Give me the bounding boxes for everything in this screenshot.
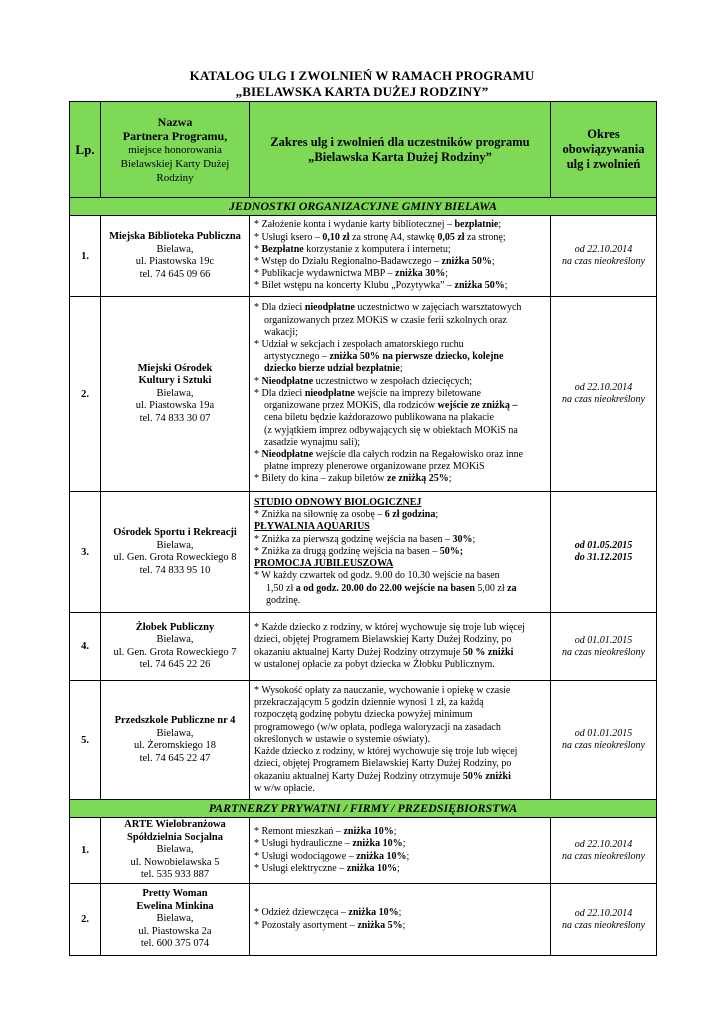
desc-line: * Dla dzieci nieodpłatne uczestnictwo w zajęciach warsztatowych	[254, 302, 522, 314]
desc-line: okazaniu aktualnej Karty Dużej Rodziny otrzymuje 50% zniżki	[254, 770, 511, 782]
partner-cell	[101, 884, 250, 956]
desc-line: * Bilet wstępu na koncerty Klubu „Pozytywka” – zniżka 50%;	[254, 280, 508, 292]
discount-description	[250, 818, 551, 884]
row-number: 3.	[70, 492, 101, 613]
desc-line: w ustalonej opłacie za pobyt dziecka w Żłobku Publicznym.	[254, 658, 495, 670]
row-number: 2.	[70, 297, 101, 492]
row-number: 4.	[70, 613, 101, 681]
desc-line: * Usługi elektryczne – zniżka 10%;	[254, 862, 400, 874]
desc-line: przekraczającym 5 godzin dziennie wynosi 1 zł, za każdą	[254, 697, 484, 709]
period-to: na czas nieokreślony	[562, 256, 645, 267]
period-from: od 22.10.2014	[574, 244, 633, 255]
partner-phone: tel. 74 833 30 07	[139, 412, 211, 424]
partner-street: ul. Gen. Grota Roweckiego 7	[113, 646, 237, 658]
partner-cell	[101, 681, 250, 800]
row-number: 2.	[70, 884, 101, 956]
partner-street: ul. Żeromskiego 18	[134, 740, 216, 751]
desc-line: * Udział w sekcjach i zespołach amatorskiego ruchu	[254, 339, 464, 351]
partner-cell	[101, 613, 250, 681]
partner-phone: tel. 74 833 95 10	[139, 564, 211, 576]
partner-phone: tel. 74 645 22 26	[139, 659, 211, 670]
header-period-l2: obowiązywania	[562, 142, 645, 156]
row-number: 1.	[70, 216, 101, 297]
desc-line: dziecko bierze udział bezpłatnie;	[264, 363, 403, 375]
table-row	[70, 216, 657, 297]
partner-phone: tel. 535 933 887	[140, 869, 210, 881]
partner-name-l1: ARTE Wielobranżowa	[124, 819, 226, 831]
partner-name-l1: Pretty Woman	[142, 888, 208, 900]
desc-line: rozpoczętą godzinę pobytu dziecka powyżej minimum	[254, 709, 473, 721]
desc-line: * Zniżka za drugą godzinę wejścia na basen – 50%;	[254, 545, 464, 557]
partner-name: Miejska Biblioteka Publiczna	[109, 231, 241, 242]
partner-cell	[101, 492, 250, 613]
desc-line: programowego (w/w opłata, podlega waloryzacji na zasadach	[254, 721, 501, 733]
header-period	[551, 102, 657, 198]
partner-street: ul. Piastowska 19a	[135, 400, 215, 412]
table-row	[70, 613, 657, 681]
period-from: od 01.01.2015	[574, 634, 633, 646]
validity-period	[551, 818, 657, 884]
discount-description	[250, 297, 551, 492]
validity-period	[551, 884, 657, 956]
period-from: od 22.10.2014	[574, 838, 633, 850]
desc-line: (z wyjątkiem imprez odbywających się w obiektach MOKiS na	[264, 424, 518, 436]
desc-line: * Zniżka za pierwszą godzinę wejścia na basen – 30%;	[254, 533, 476, 545]
partner-cell	[101, 818, 250, 884]
row-number: 1.	[70, 818, 101, 884]
section-row-municipal	[70, 198, 657, 216]
document-title-line2: „BIELAWSKA KARTA DUŻEJ RODZINY”	[235, 84, 489, 99]
subheading-pool: PŁYWALNIA AQUARIUS	[254, 521, 370, 533]
subheading-studio: STUDIO ODNOWY BIOLOGICZNEJ	[254, 497, 422, 509]
partner-city: Bielawa,	[156, 387, 194, 399]
period-from: od 22.10.2014	[574, 907, 633, 919]
discount-description	[250, 884, 551, 956]
desc-line: * Zniżka na siłownię za osobę – 6 zł godzina;	[254, 509, 439, 521]
validity-period	[551, 681, 657, 800]
partner-phone: tel. 74 645 09 66	[139, 268, 211, 280]
table-row	[70, 492, 657, 613]
header-name-l5: Rodziny	[156, 171, 194, 184]
period-to: na czas nieokreślony	[562, 646, 645, 658]
discount-description	[250, 216, 551, 297]
partner-cell	[101, 297, 250, 492]
desc-line: * Usługi hydrauliczne – zniżka 10%;	[254, 838, 406, 850]
partner-street: ul. Piastowska 2a	[138, 925, 212, 937]
table-row	[70, 297, 657, 492]
header-name-l2: Partnera Programu,	[122, 128, 228, 143]
partner-name: Żłobek Publiczny	[135, 621, 215, 633]
desc-line: okazaniu aktualnej Karty Dużej Rodziny otrzymuje 50 % zniżki	[254, 646, 514, 658]
subheading-promo: PROMOCJA JUBILEUSZOWA	[254, 558, 394, 570]
desc-line: * Nieodpłatne uczestnictwo w zespołach dziecięcych;	[254, 375, 472, 387]
period-from: od 01.05.2015	[574, 540, 633, 551]
partner-street: ul. Piastowska 19c	[135, 256, 215, 267]
desc-line: * Bilety do kina – zakup biletów ze zniżką 25%;	[254, 473, 452, 485]
desc-line: Każde dziecko z rodziny, w której wychowuje się troje lub więcej	[254, 746, 518, 758]
section-title-municipal: JEDNOSTKI ORGANIZACYJNE GMINY BIELAWA	[70, 198, 657, 216]
partner-city: Bielawa,	[156, 913, 194, 925]
discount-catalog-table	[69, 101, 657, 956]
desc-line: * Usługi ksero – 0,10 zł za stronę A4, stawkę 0,05 zł za stronę;	[254, 231, 506, 243]
header-name-l3: miejsce honorowania	[128, 143, 222, 156]
desc-line: * Pozostały asortyment – zniżka 5%;	[254, 919, 406, 931]
desc-line: zasadzie wynajmu sali);	[264, 436, 361, 448]
desc-line: organizowane przez MOKiS, dla rodziców wejście ze zniżką –	[264, 400, 518, 412]
header-period-l3: ulg i zwolnień	[566, 157, 641, 171]
desc-line: wakacji;	[264, 326, 298, 338]
document-title-line1: KATALOG ULG I ZWOLNIEŃ W RAMACH PROGRAMU	[189, 68, 535, 83]
desc-line: * Publikacje wydawnictwa MBP – zniżka 30%;	[254, 268, 449, 280]
desc-line: * Każde dziecko z rodziny, w której wychowuje się troje lub więcej	[254, 622, 525, 634]
partner-name-l2: Kultury i Sztuki	[138, 375, 212, 387]
desc-line: w w/w opłacie.	[254, 782, 315, 794]
header-period-l1: Okres	[587, 127, 620, 141]
header-scope-l2: „Bielawska Karta Dużej Rodziny”	[308, 149, 492, 164]
validity-period	[551, 297, 657, 492]
desc-line: * Wstęp do Działu Regionalno-Badawczego – zniżka 50%;	[254, 256, 495, 267]
partner-name: Przedszkole Publiczne nr 4	[114, 715, 236, 726]
period-from: od 01.01.2015	[574, 728, 633, 739]
desc-line: dzieci, objętej Programem Bielawskiej Karty Dużej Rodziny, po	[254, 634, 512, 646]
partner-city: Bielawa,	[156, 844, 194, 856]
discount-description	[250, 613, 551, 681]
desc-line: artystycznego – zniżka 50% na pierwsze dziecko, kolejne	[264, 351, 504, 363]
header-name-l4: Bielawskiej Karty Dużej	[120, 157, 230, 170]
period-to: na czas nieokreślony	[562, 850, 645, 862]
desc-line: organizowanych przez MOKiS w czasie ferii szkolnych oraz	[264, 314, 507, 326]
desc-line: * Wysokość opłaty za nauczanie, wychowanie i opiekę w czasie	[254, 685, 511, 697]
period-from: od 22.10.2014	[574, 382, 633, 393]
desc-line: godzinę.	[266, 594, 301, 606]
desc-line: określonych w ustawie o systemie oświaty).	[254, 733, 431, 745]
period-to: na czas nieokreślony	[562, 740, 645, 751]
period-to: na czas nieokreślony	[562, 919, 645, 931]
desc-line: * Remont mieszkań – zniżka 10%;	[254, 826, 397, 838]
desc-line: * Nieodpłatne wejście dla całych rodzin na Regałowisko oraz inne	[254, 448, 524, 460]
partner-name-l1: Miejski Ośrodek	[137, 362, 213, 374]
partner-name-l2: Spółdzielnia Socjalna	[127, 831, 223, 843]
partner-city: Bielawa,	[156, 539, 194, 551]
table-row	[70, 681, 657, 800]
partner-phone: tel. 74 645 22 47	[139, 752, 211, 764]
partner-city: Bielawa,	[156, 634, 194, 645]
header-lp: Lp.	[70, 102, 101, 198]
header-scope	[250, 102, 551, 198]
partner-city: Bielawa,	[156, 727, 194, 739]
header-partner-name	[101, 102, 250, 198]
partner-city: Bielawa,	[156, 243, 194, 255]
desc-line: płatne imprezy plenerowe organizowane przez MOKiS	[264, 461, 485, 473]
discount-description	[250, 492, 551, 613]
row-number: 5.	[70, 681, 101, 800]
table-row	[70, 884, 657, 956]
validity-period	[551, 613, 657, 681]
header-scope-l1: Zakres ulg i zwolnień dla uczestników programu	[270, 134, 530, 149]
period-to: do 31.12.2015	[574, 552, 633, 563]
validity-period	[551, 216, 657, 297]
desc-line: * Odzież dziewczęca – zniżka 10%;	[254, 907, 402, 919]
partner-cell	[101, 216, 250, 297]
desc-line: * Założenie konta i wydanie karty bibliotecznej – bezpłatnie;	[254, 219, 502, 231]
period-to: na czas nieokreślony	[562, 394, 645, 405]
partner-name-l2: Ewelina Minkina	[136, 900, 214, 912]
table-header-row	[70, 102, 657, 198]
partner-street: ul. Nowobielawska 5	[130, 856, 220, 868]
section-row-private	[70, 800, 657, 818]
header-name-l1: Nazwa	[157, 114, 193, 129]
partner-phone: tel. 600 375 074	[140, 938, 210, 950]
table-row	[70, 818, 657, 884]
section-title-private: PARTNERZY PRYWATNI / FIRMY / PRZEDSIĘBIORSTWA	[70, 800, 657, 818]
partner-name: Ośrodek Sportu i Rekreacji	[113, 527, 237, 538]
desc-line: 1,50 zł a od godz. 20.00 do 22.00 wejście na basen 5,00 zł za	[266, 582, 517, 594]
validity-period	[551, 492, 657, 613]
desc-line: cena biletu będzie każdorazowo publikowana na plakacie	[264, 412, 494, 424]
desc-line: * Dla dzieci nieodpłatne wejście na imprezy biletowane	[254, 387, 481, 399]
desc-line: dzieci, objętej Programem Bielawskiej Karty Dużej Rodziny, po	[254, 758, 512, 770]
discount-description	[250, 681, 551, 800]
desc-line: * W każdy czwartek od godz. 9.00 do 10.30 wejście na basen	[254, 570, 500, 582]
desc-line: * Usługi wodociągowe – zniżka 10%;	[254, 850, 410, 862]
desc-line: * Bezpłatne korzystanie z komputera i internetu;	[254, 243, 451, 255]
partner-street: ul. Gen. Grota Roweckiego 8	[113, 552, 237, 563]
